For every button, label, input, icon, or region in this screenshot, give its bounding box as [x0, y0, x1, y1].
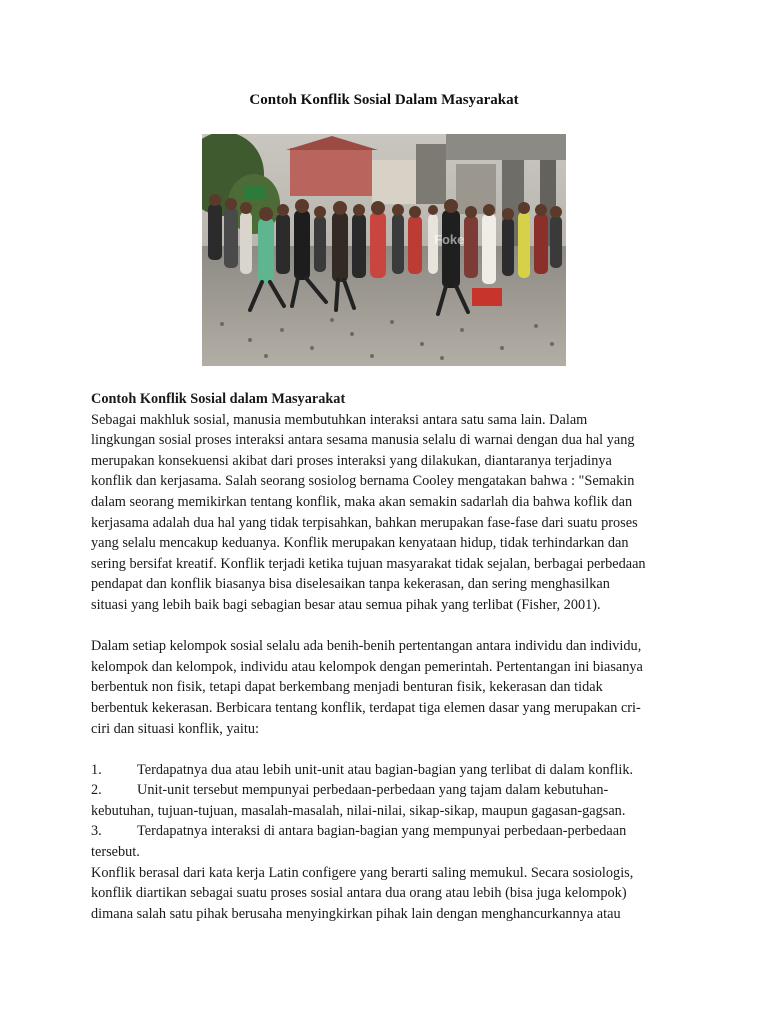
numbered-list: [91, 760, 681, 863]
text-line: yang selalu mencakup keduanya. Konflik merupakan kenyataan hidup, tidak terhindarkan dan: [91, 535, 629, 552]
list-item-continuation: tersebut.: [91, 844, 140, 861]
paragraph-2: [91, 636, 681, 739]
text-line: kerjasama adalah dua hal yang tidak terpisahkan, bahkan merupakan fase-fase dari suatu proses: [91, 514, 638, 531]
list-item-text: Terdapatnya interaksi di antara bagian-bagian yang mempunyai perbedaan-perbedaan: [137, 823, 627, 840]
paragraph-1: [91, 410, 681, 616]
text-line: berbentuk non fisik, tetapi dapat berkembang menjadi benturan fisik, kekerasan dan tidak: [91, 679, 603, 696]
text-line: konflik dan kerjasama. Salah seorang sosiolog bernama Cooley mengatakan bahwa : "Semakin: [91, 473, 635, 490]
text-line: Konflik berasal dari kata kerja Latin configere yang berarti saling memukul. Secara sosiologis,: [91, 864, 634, 881]
text-line: sering bersifat kreatif. Konflik terjadi ketika tujuan masyarakat tidak sejalan, berbagai perbedaan: [91, 555, 646, 572]
paragraph-spacer: [91, 616, 681, 637]
street-conflict-photo: [202, 134, 566, 366]
text-line: kelompok dan kelompok, individu atau kelompok dengan pemerintah. Pertentangan ini biasanya: [91, 658, 643, 675]
text-line: ciri dan situasi konflik, yaitu:: [91, 720, 259, 737]
text-line: dimana salah satu pihak berusaha menyingkirkan pihak lain dengan menghancurkannya atau: [91, 905, 621, 922]
list-item-text: Unit-unit tersebut mempunyai perbedaan-perbedaan yang tajam dalam kebutuhan-: [137, 782, 609, 799]
list-item-continuation: kebutuhan, tujuan-tujuan, masalah-masalah, nilai-nilai, sikap-sikap, maupun gagasan-gagsan.: [91, 802, 626, 819]
text-line: pendapat dan konflik biasanya bisa diselesaikan tanpa kekerasan, dan sering menghasilkan: [91, 576, 610, 593]
article-body: [91, 389, 681, 924]
list-item: [91, 760, 681, 781]
text-line: situasi yang lebih baik bagi sebagian besar atau semua pihak yang terlibat (Fisher, 2001).: [91, 596, 601, 613]
list-number: 1.: [91, 761, 102, 778]
text-line: berbentuk kekerasan. Berbicara tentang konflik, terdapat tiga elemen dasar yang merupakan cri-: [91, 699, 641, 716]
text-line: lingkungan sosial proses interaksi antara sesama manusia selalu di warnai dengan dua hal yang: [91, 432, 635, 449]
list-item-text: Terdapatnya dua atau lebih unit-unit atau bagian-bagian yang terlibat di dalam konflik.: [137, 761, 634, 778]
section-heading: Contoh Konflik Sosial dalam Masyarakat: [91, 391, 346, 407]
list-item: [91, 780, 681, 801]
text-line: konflik diartikan sebagai suatu proses sosial antara dua orang atau lebih (bisa juga kelompok): [91, 885, 627, 902]
text-line: Dalam setiap kelompok sosial selalu ada benih-benih pertentangan antara individu dan individu,: [91, 638, 642, 655]
document-title: Contoh Konflik Sosial Dalam Masyarakat: [249, 92, 519, 108]
text-line: merupakan konsekuensi akibat dari proses interaksi yang dilakukan, diantaranya terjadinya: [91, 452, 612, 469]
paragraph-3: [91, 863, 681, 925]
list-number: 2.: [91, 782, 102, 799]
text-line: Sebagai makhluk sosial, manusia membutuhkan interaksi antara satu sama lain. Dalam: [91, 411, 588, 428]
image-watermark: Foke: [434, 232, 465, 247]
list-item: [91, 821, 681, 842]
text-line: dalam seorang memikirkan tentang konflik, maka akan semakin sadarlah dia bahwa koflik dan: [91, 493, 633, 510]
paragraph-spacer: [91, 739, 681, 760]
list-number: 3.: [91, 823, 102, 840]
